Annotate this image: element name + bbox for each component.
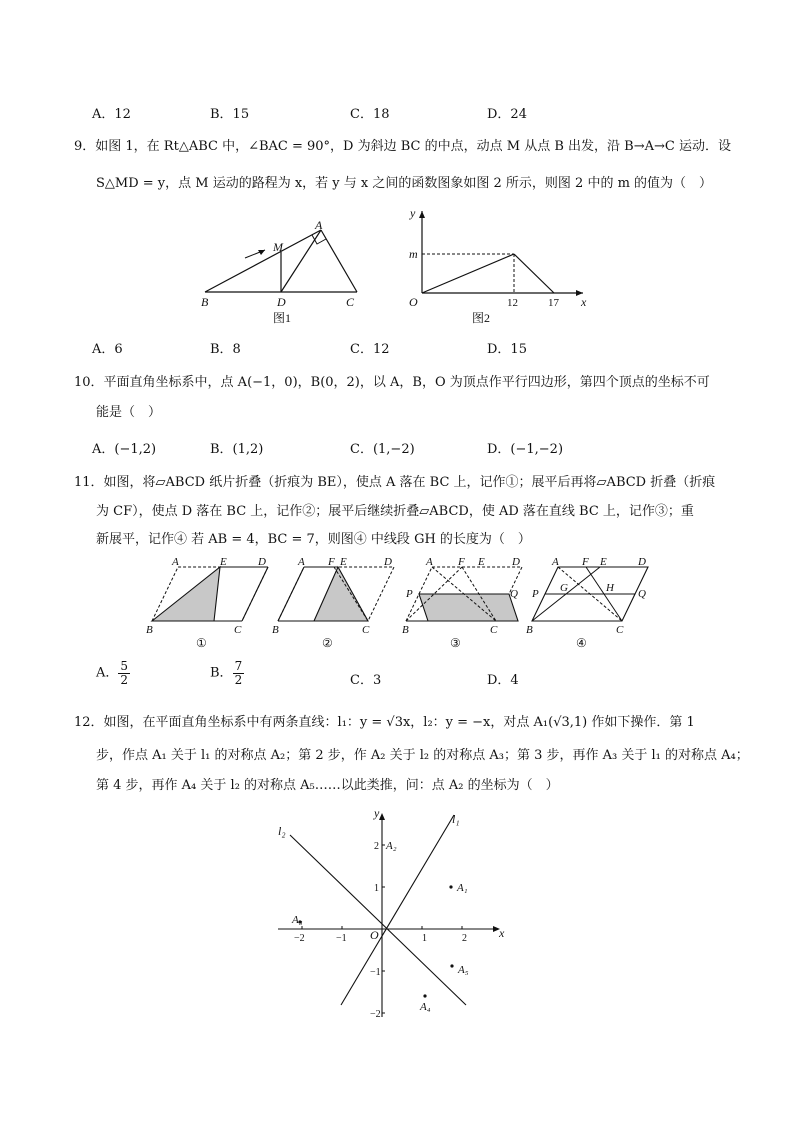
svg-text:E: E <box>478 556 485 568</box>
tick-17: 17 <box>548 297 559 309</box>
q11-option-c: C．3 <box>350 673 382 688</box>
q10-option-c: C．(1,−2) <box>350 442 415 457</box>
point-a3-label: A₃ <box>292 914 303 926</box>
svg-text:Q: Q <box>510 588 518 600</box>
tick-y-2: 2 <box>374 841 379 852</box>
q10-option-a: A．(−1,2) <box>92 442 157 457</box>
q12-text-line1: 12．如图，在平面直角坐标系中有两条直线：l₁：y = √3x，l₂：y = −x，对点 A₁(√3,1) 作如下操作．第 1 <box>74 715 695 730</box>
fig-label-2: ② <box>322 636 333 650</box>
option-prefix: A． <box>96 665 119 681</box>
q11-option-a <box>96 660 130 686</box>
svg-text:B: B <box>146 624 153 636</box>
q11-text-line3: 新展平，记作④ 若 AB = 4，BC = 7，则图④ 中线段 GH 的长度为（ ） <box>96 532 531 547</box>
q10-text-line2: 能是（ ） <box>96 405 162 420</box>
svg-text:E: E <box>600 556 607 568</box>
q11-figure-3 <box>402 556 522 650</box>
axis-y-label: y <box>374 806 380 820</box>
q12-coordinate-graph <box>270 805 520 1020</box>
fig2-caption: 图2 <box>472 311 491 325</box>
q11-text-line1: 11．如图，将▱ABCD 纸片折叠（折痕为 BE），使点 A 落在 BC 上，记作①；展平后再将▱ABCD 折叠（折痕 <box>74 475 716 490</box>
svg-text:D: D <box>258 556 266 568</box>
q8-option-a: A．12 <box>92 107 131 122</box>
label-b: B <box>201 295 209 309</box>
svg-text:B: B <box>402 624 409 636</box>
q11-option-d: D．4 <box>487 673 519 688</box>
svg-text:D: D <box>512 556 520 568</box>
point-a4-label: A₄ <box>420 1001 431 1013</box>
q11-option-b <box>210 660 244 686</box>
q12-text-line2: 步，作点 A₁ 关于 l₁ 的对称点 A₂；第 2 步，作 A₂ 关于 l₂ 的对称点 A₃；第 3 步，再作 A₃ 关于 l₁ 的对称点 A₄； <box>96 748 749 763</box>
label-c: C <box>346 295 355 309</box>
q9-text-line1: 9．如图 1，在 Rt△ABC 中，∠BAC = 90°，D 为斜边 BC 的中点，动点 M 从点 B 出发，沿 B→A→C 运动．设 <box>74 139 731 154</box>
point-a1-label: A₁ <box>457 882 468 894</box>
fraction: $\frac{7}{2}$ <box>234 659 243 687</box>
fig-label-4: ④ <box>576 636 587 650</box>
axis-x-label: x <box>499 926 505 940</box>
svg-text:C: C <box>490 624 498 636</box>
svg-text:F: F <box>328 556 335 568</box>
svg-text:G: G <box>560 582 568 594</box>
fig1-caption: 图1 <box>273 311 292 325</box>
svg-text:C: C <box>234 624 242 636</box>
fraction: $\frac{5}{2}$ <box>120 659 129 687</box>
q9-option-c: C．12 <box>350 342 390 357</box>
svg-text:F: F <box>582 556 589 568</box>
svg-text:B: B <box>272 624 279 636</box>
svg-text:E: E <box>340 556 347 568</box>
label-m: M <box>273 240 283 254</box>
svg-text:P: P <box>532 588 539 600</box>
q11-figure-4 <box>526 556 648 650</box>
q9-text-line2: S△MD = y，点 M 运动的路程为 x，若 y 与 x 之间的函数图象如图 2 所示，则图 2 中的 m 的值为（ ） <box>96 176 713 191</box>
svg-text:F: F <box>458 556 465 568</box>
tick-x-neg1: −1 <box>336 933 347 944</box>
q9-option-d: D．15 <box>487 342 527 357</box>
q11-text-line2: 为 CF），使点 D 落在 BC 上，记作②；展平后继续折叠▱ABCD，使 AD 落在直线 BC 上，记作③；重 <box>96 504 694 519</box>
svg-text:H: H <box>606 582 614 594</box>
axis-y-label: y <box>410 206 416 220</box>
svg-text:A: A <box>172 556 179 568</box>
fig-label-3: ③ <box>450 636 461 650</box>
svg-text:D: D <box>638 556 646 568</box>
q8-option-c: C．18 <box>350 107 390 122</box>
option-prefix: B． <box>210 665 233 681</box>
tick-x-2: 2 <box>462 933 467 944</box>
svg-text:P: P <box>406 588 413 600</box>
q9-figure-2 <box>398 205 598 330</box>
tick-x-1: 1 <box>422 933 427 944</box>
svg-text:Q: Q <box>638 588 646 600</box>
svg-text:E: E <box>220 556 227 568</box>
svg-text:D: D <box>384 556 392 568</box>
q11-figure-2 <box>272 556 394 650</box>
line-l1-label: l₁ <box>452 812 460 826</box>
svg-text:C: C <box>616 624 624 636</box>
tick-y-neg1: −1 <box>370 967 381 978</box>
q9-option-a: A．6 <box>92 342 123 357</box>
svg-text:B: B <box>526 624 533 636</box>
q10-text-line1: 10．平面直角坐标系中，点 A(−1，0)，B(0，2)，以 A，B，O 为顶点作平行四边形，第四个顶点的坐标不可 <box>74 375 710 390</box>
q9-option-b: B．8 <box>210 342 241 357</box>
tick-12: 12 <box>507 297 518 309</box>
point-a5-label: A₅ <box>458 964 469 976</box>
label-a: A <box>315 218 323 232</box>
line-l2-label: l₂ <box>278 824 286 838</box>
point-a2-label: A₂ <box>386 840 397 852</box>
q10-option-d: D．(−1,−2) <box>487 442 564 457</box>
tick-y-neg2: −2 <box>370 1009 381 1020</box>
svg-text:A: A <box>426 556 433 568</box>
fig-label-1: ① <box>196 636 207 650</box>
svg-text:C: C <box>362 624 370 636</box>
q10-option-b: B．(1,2) <box>210 442 264 457</box>
axis-x-label: x <box>581 295 587 309</box>
q8-option-b: B．15 <box>210 107 250 122</box>
origin-label: O <box>409 295 418 309</box>
q11-figures <box>140 553 660 653</box>
svg-text:A: A <box>298 556 305 568</box>
tick-x-neg2: −2 <box>294 933 305 944</box>
q9-figure-1 <box>195 220 375 330</box>
q11-figure-1 <box>146 556 268 650</box>
svg-text:A: A <box>552 556 559 568</box>
origin-label: O <box>370 928 379 942</box>
q12-text-line3: 第 4 步，再作 A₄ 关于 l₂ 的对称点 A₅……以此类推，问：点 A₂ 的坐标为（ ） <box>96 778 559 793</box>
tick-y-1: 1 <box>374 883 379 894</box>
label-m: m <box>409 247 418 261</box>
label-d: D <box>277 295 286 309</box>
q8-option-d: D．24 <box>487 107 527 122</box>
